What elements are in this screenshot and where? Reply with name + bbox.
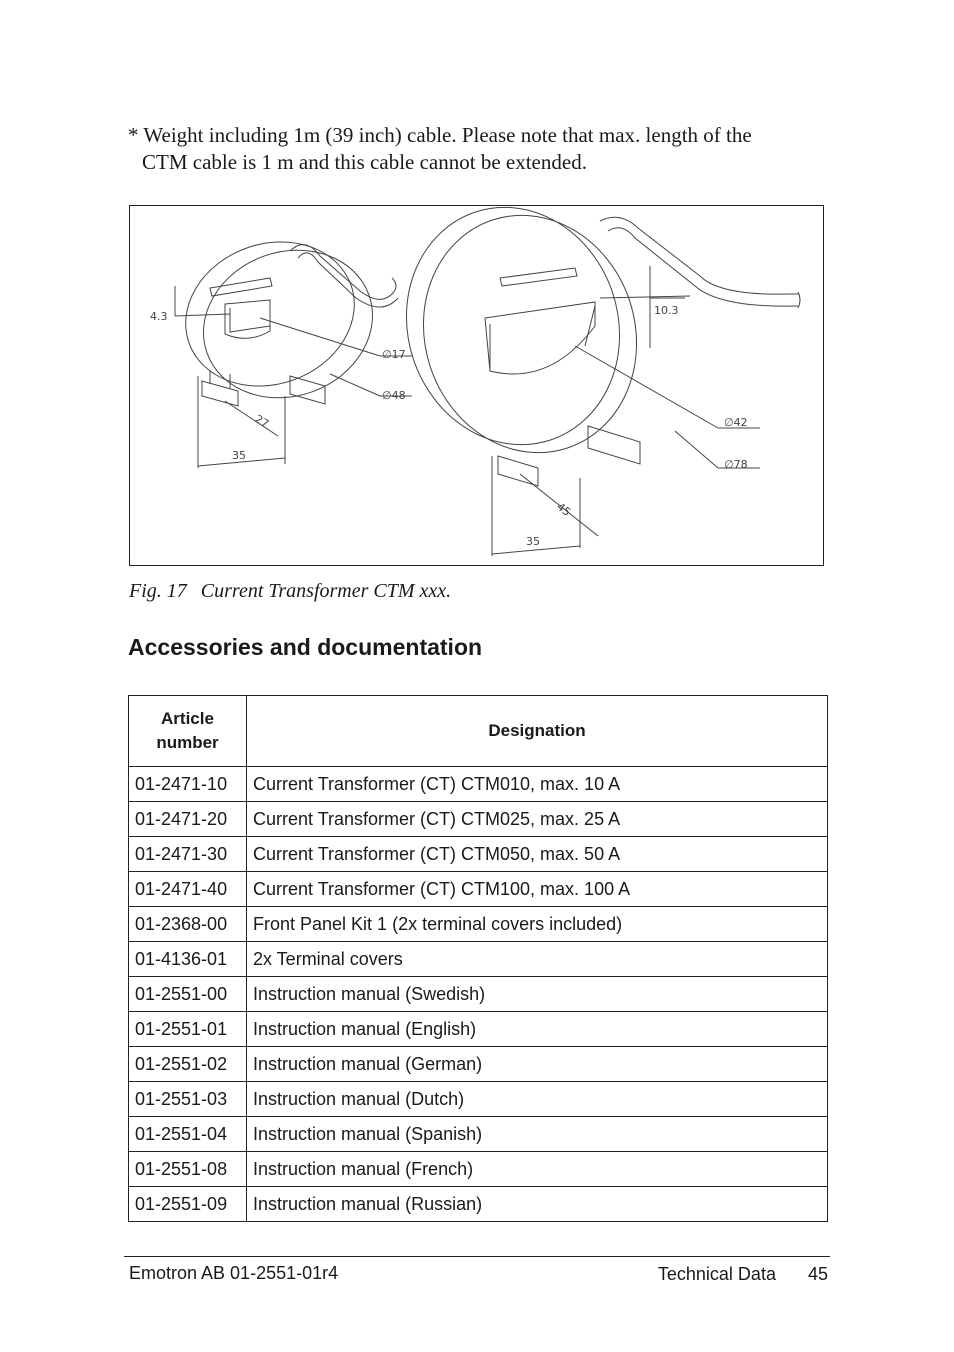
designation-cell: Current Transformer (CT) CTM050, max. 50 A [247, 837, 828, 872]
table-row [129, 872, 828, 907]
table-row [129, 802, 828, 837]
footnote-line-1: * Weight including 1m (39 inch) cable. Please note that max. length of the [128, 123, 752, 147]
table-body [129, 767, 828, 1222]
footer-divider [124, 1256, 830, 1257]
small-ct-label-slot [210, 278, 272, 296]
table-row [129, 977, 828, 1012]
large-ct-window [485, 302, 595, 374]
dim-large-45: 45 [554, 500, 574, 519]
large-ct-back [393, 206, 667, 481]
table-row [129, 907, 828, 942]
weight-footnote [128, 122, 828, 176]
section-title: Accessories and documentation [128, 634, 483, 660]
figure-caption [129, 580, 451, 603]
table-row [129, 837, 828, 872]
designation-cell: Current Transformer (CT) CTM010, max. 10 A [247, 767, 828, 802]
article-number-cell: 01-2551-03 [129, 1082, 247, 1117]
designation-cell: Instruction manual (French) [247, 1152, 828, 1187]
small-ct-back [183, 227, 394, 421]
designation-cell: Current Transformer (CT) CTM025, max. 25 A [247, 802, 828, 837]
designation-cell: Instruction manual (English) [247, 1012, 828, 1047]
ctm-drawing-figure [129, 205, 824, 566]
table-row [129, 767, 828, 802]
article-number-cell: 01-2368-00 [129, 907, 247, 942]
designation-cell: 2x Terminal covers [247, 942, 828, 977]
article-number-cell: 01-2551-04 [129, 1117, 247, 1152]
dim-small-27: 27 [252, 412, 272, 431]
dim-large-35: 35 [526, 535, 540, 548]
designation-cell: Current Transformer (CT) CTM100, max. 100 A [247, 872, 828, 907]
accessories-table [128, 695, 828, 1222]
article-number-cell: 01-4136-01 [129, 942, 247, 977]
designation-cell: Instruction manual (Dutch) [247, 1082, 828, 1117]
article-number-cell: 01-2551-08 [129, 1152, 247, 1187]
dim-small-height: 4.3 [150, 310, 168, 323]
table-row [129, 1012, 828, 1047]
designation-cell: Instruction manual (Swedish) [247, 977, 828, 1012]
dim-large-height: 10.3 [654, 304, 679, 317]
table-row [129, 1117, 828, 1152]
large-ct-label-slot [500, 268, 577, 286]
table-header-row [129, 696, 828, 767]
dim-small-35: 35 [232, 449, 246, 462]
article-number-cell: 01-2551-00 [129, 977, 247, 1012]
dim-large-outer-diameter: ∅78 [724, 458, 748, 471]
designation-cell: Front Panel Kit 1 (2x terminal covers included) [247, 907, 828, 942]
footer-section-page [658, 1264, 828, 1285]
footnote-line-2: CTM cable is 1 m and this cable cannot be extended. [142, 150, 587, 174]
dim-small-inner-diameter: ∅17 [382, 348, 406, 361]
table-row [129, 1152, 828, 1187]
article-number-cell: 01-2551-01 [129, 1012, 247, 1047]
article-number-cell: 01-2471-10 [129, 767, 247, 802]
article-number-cell: 01-2471-40 [129, 872, 247, 907]
article-number-cell: 01-2551-02 [129, 1047, 247, 1082]
header-article-number: Article number [129, 696, 247, 767]
table-row [129, 1047, 828, 1082]
table-row [129, 1187, 828, 1222]
table-row [129, 942, 828, 977]
footer-document-id: Emotron AB 01-2551-01r4 [129, 1263, 339, 1283]
article-number-cell: 01-2551-09 [129, 1187, 247, 1222]
footer-section-name: Technical Data [657, 1264, 776, 1284]
designation-cell: Instruction manual (Russian) [247, 1187, 828, 1222]
figure-number: Fig. 17 [129, 580, 187, 602]
article-number-cell: 01-2471-20 [129, 802, 247, 837]
dim-large-inner-diameter: ∅42 [724, 416, 748, 429]
article-number-cell: 01-2471-30 [129, 837, 247, 872]
figure-caption-text: Current Transformer CTM xxx. [200, 580, 452, 602]
table-row [129, 1082, 828, 1117]
dim-small-outer-diameter: ∅48 [382, 389, 406, 402]
page-number: 45 [807, 1264, 828, 1284]
designation-cell: Instruction manual (Spanish) [247, 1117, 828, 1152]
designation-cell: Instruction manual (German) [247, 1047, 828, 1082]
ctm-technical-drawing [130, 206, 823, 565]
header-designation: Designation [247, 696, 828, 767]
